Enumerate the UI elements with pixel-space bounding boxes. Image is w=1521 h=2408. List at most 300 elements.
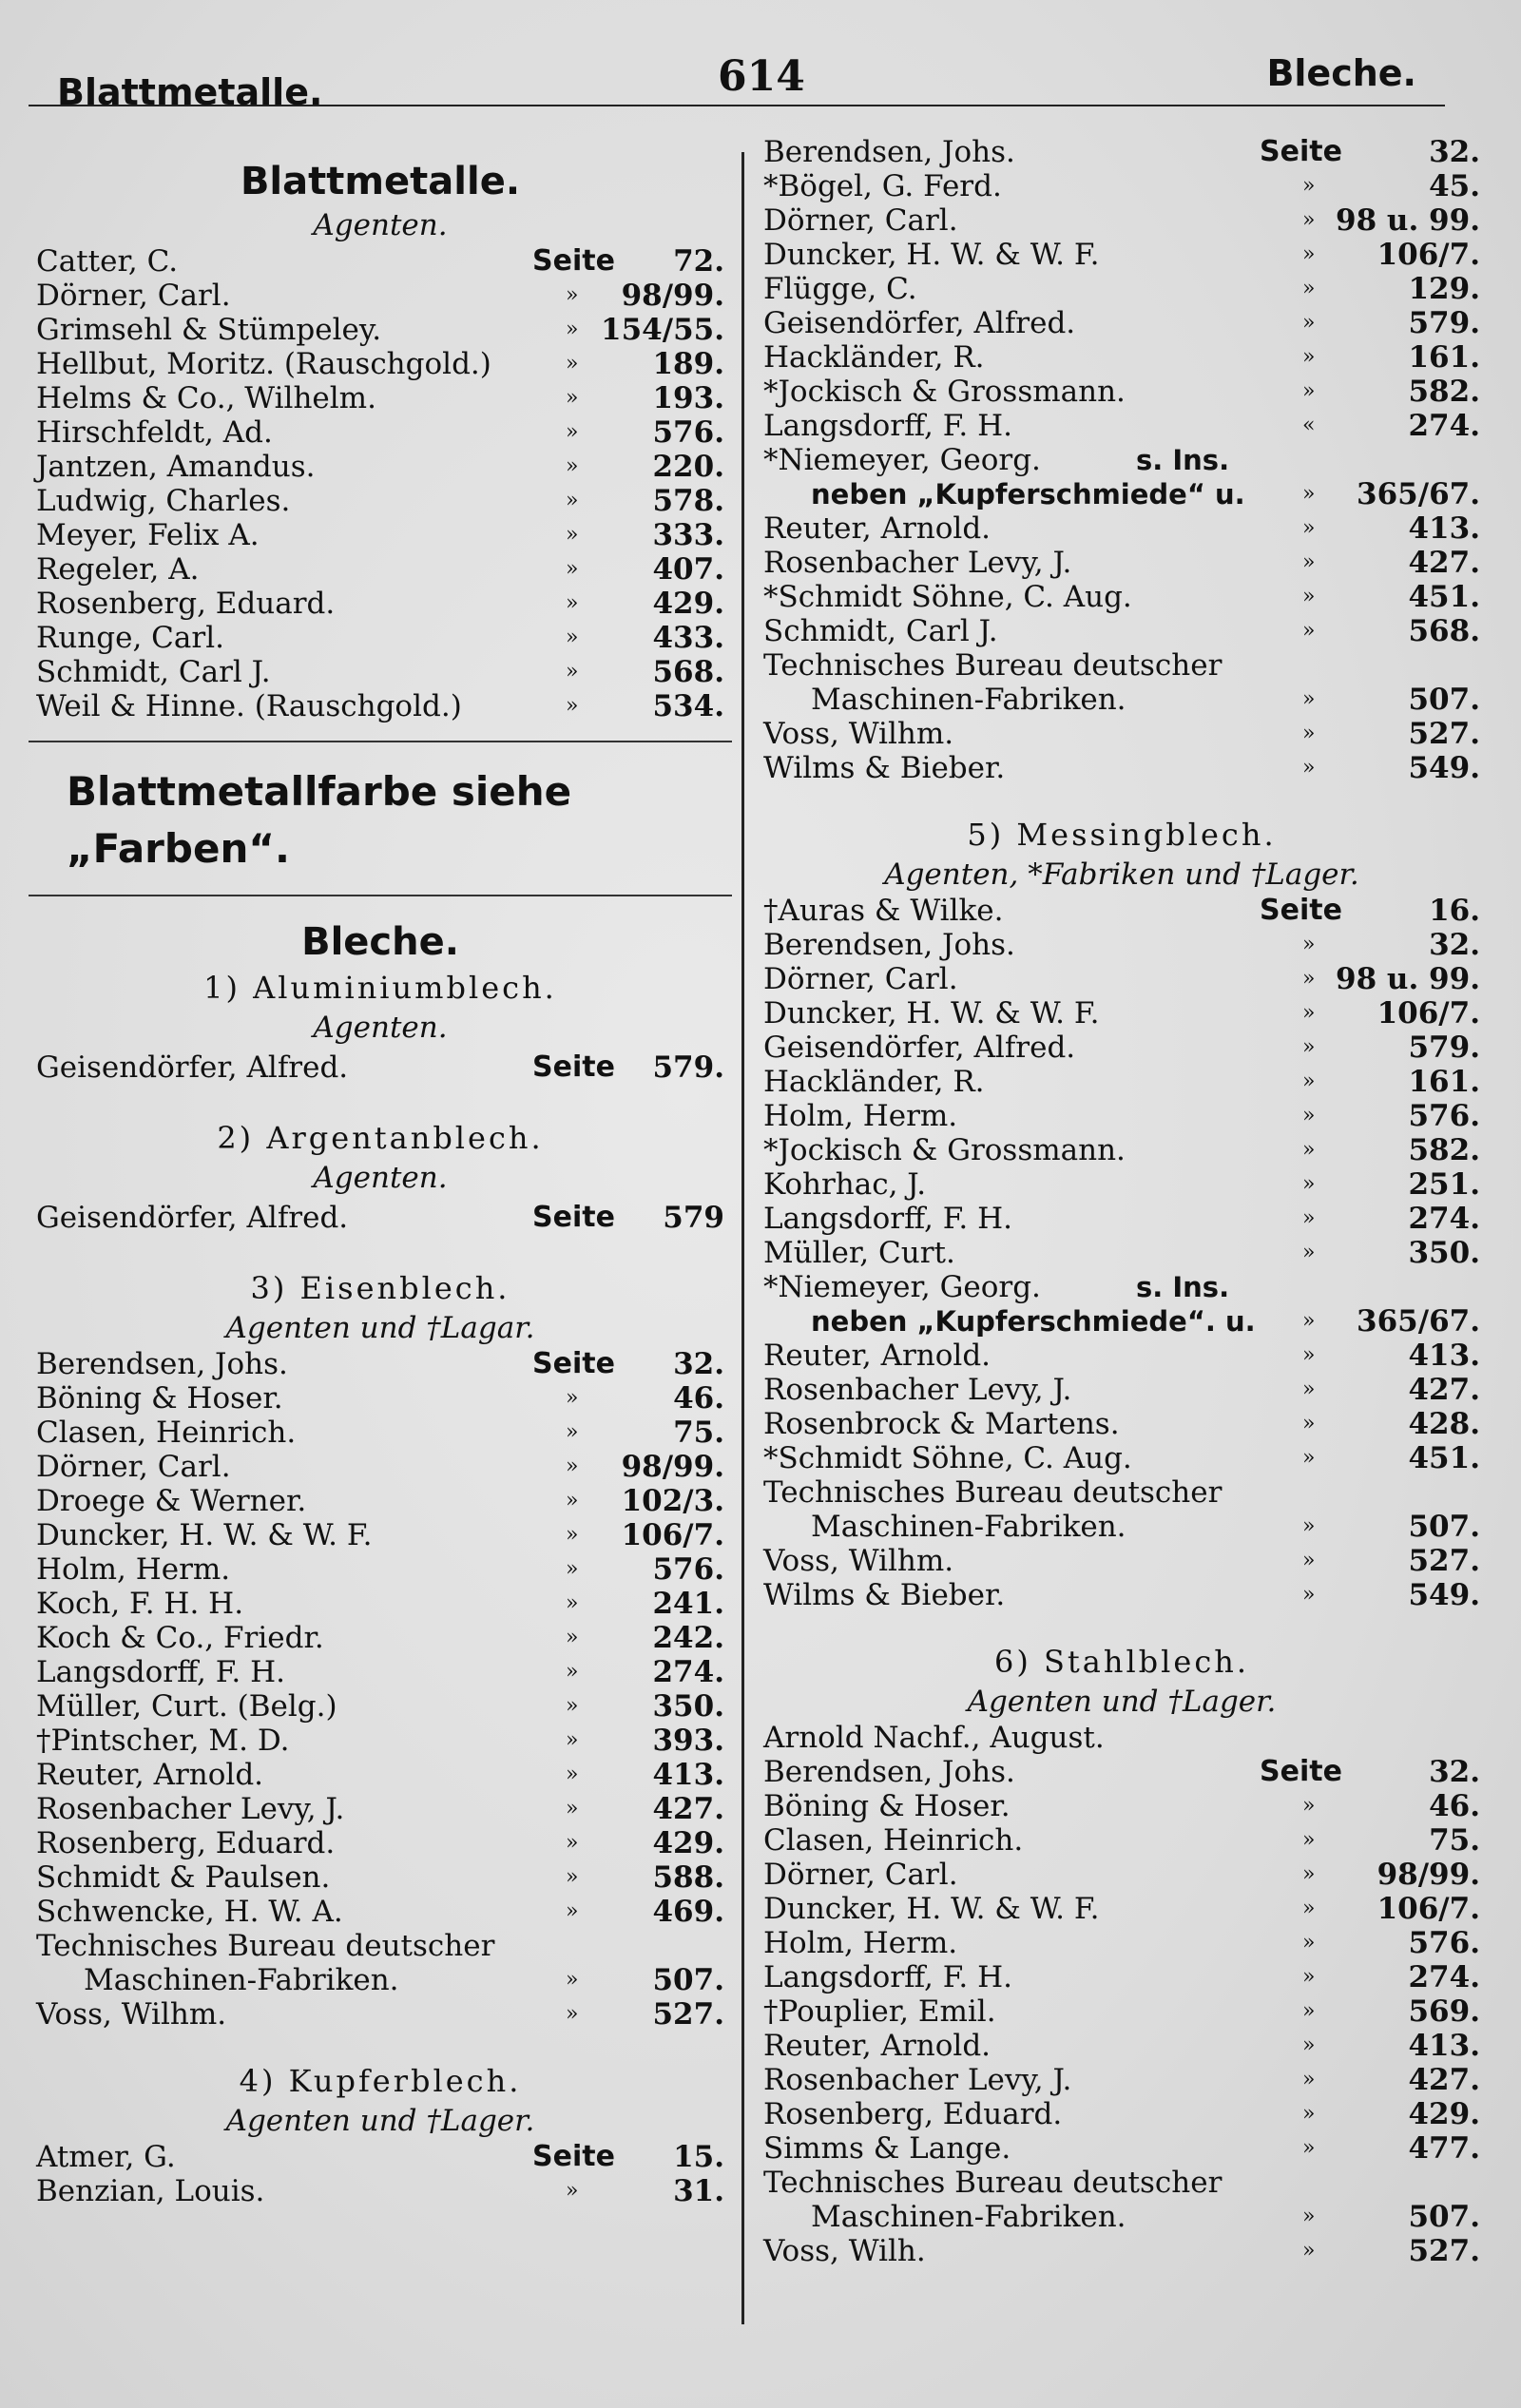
page-reference: 477. <box>1408 2131 1480 2166</box>
entry-name: Hellbut, Moritz. (Rauschgold.) <box>36 347 491 381</box>
spacer <box>756 785 1488 814</box>
ditto-mark: » <box>566 591 579 615</box>
list-item <box>756 1065 1488 1099</box>
seite-label: Seite <box>532 1347 615 1380</box>
entry-name: Berendsen, Johs. <box>763 1755 1015 1789</box>
list-item <box>756 1789 1488 1823</box>
seite-label: Seite <box>532 2140 615 2173</box>
list-item <box>756 1304 1488 1339</box>
entry-list <box>29 244 732 723</box>
page-reference: 413. <box>1408 2029 1480 2063</box>
list-item <box>756 1407 1488 1441</box>
entry-name: Maschinen-Fabriken. <box>811 2200 1126 2234</box>
ditto-mark: » <box>1302 345 1316 369</box>
list-item <box>29 347 732 381</box>
page-reference: 161. <box>1408 340 1480 375</box>
page-reference: 469. <box>652 1895 724 1929</box>
ditto-mark: » <box>1302 1931 1316 1955</box>
ditto-mark: » <box>1302 516 1316 540</box>
ditto-mark: » <box>566 660 579 684</box>
list-item <box>29 1621 732 1655</box>
ditto-mark: » <box>1302 1794 1316 1818</box>
page-reference: 393. <box>652 1724 724 1758</box>
page-reference: 98 u. 99. <box>1336 203 1480 238</box>
entry-name: neben „Kupferschmiede“ u. <box>811 478 1245 510</box>
ditto-mark: » <box>566 1865 579 1889</box>
list-item <box>756 1892 1488 1926</box>
page-reference: 507. <box>1408 683 1480 717</box>
page-reference: 451. <box>1408 580 1480 614</box>
list-item <box>29 244 732 279</box>
list-item <box>29 1450 732 1484</box>
entry-name: Geisendörfer, Alfred. <box>36 1050 349 1085</box>
page-reference: 579. <box>1408 306 1480 340</box>
list-item <box>29 1381 732 1416</box>
section-subheading: Agenten und †Lager. <box>225 2104 535 2138</box>
ditto-mark: » <box>1302 2205 1316 2228</box>
ditto-mark: » <box>1302 1138 1316 1162</box>
page-reference: 72. <box>673 244 724 279</box>
list-item <box>756 135 1488 169</box>
entry-name: Koch, F. H. H. <box>36 1587 244 1621</box>
entry-name: Technisches Bureau deutscher <box>763 2166 1223 2200</box>
list-item <box>756 2166 1488 2200</box>
entry-name: Rosenberg, Eduard. <box>36 1826 336 1860</box>
page-reference: 98/99. <box>1377 1858 1480 1892</box>
entry-name: Berendsen, Johs. <box>763 928 1015 962</box>
page-reference: 32. <box>673 1347 724 1381</box>
entry-name: †Pouplier, Emil. <box>763 1994 996 2029</box>
spacer <box>29 1239 732 1267</box>
list-item <box>756 1133 1488 1167</box>
running-header <box>29 38 1445 113</box>
section-heading-bleche: Bleche. <box>301 920 459 964</box>
list-item <box>756 1339 1488 1373</box>
ditto-mark: » <box>566 523 579 547</box>
ditto-mark: » <box>566 694 579 718</box>
page-reference: 365/67. <box>1357 477 1480 511</box>
list-item <box>29 1484 732 1518</box>
page-reference: 588. <box>652 1860 724 1895</box>
page-reference: 582. <box>1408 375 1480 409</box>
list-item <box>29 1518 732 1552</box>
page-reference: 333. <box>652 518 724 552</box>
entry-name: Duncker, H. W. & W. F. <box>36 1518 373 1552</box>
list-item <box>29 1997 732 2032</box>
entry-name: *Niemeyer, Georg. <box>763 443 1041 477</box>
page-reference: 568. <box>1408 614 1480 648</box>
page-reference: 527. <box>1408 1544 1480 1578</box>
page-reference: 106/7. <box>1377 238 1480 272</box>
page-reference: 46. <box>1429 1789 1480 1823</box>
section-subheading: Agenten. <box>313 1161 448 1195</box>
entry-name: Müller, Curt. (Belg.) <box>36 1689 337 1724</box>
ditto-mark: » <box>566 1489 579 1512</box>
list-item <box>29 1792 732 1826</box>
page-reference: 549. <box>1408 1578 1480 1612</box>
page-reference: 32. <box>1429 928 1480 962</box>
ditto-mark: » <box>566 1420 579 1444</box>
ditto-mark: » <box>1302 1001 1316 1025</box>
entry-name: Langsdorff, F. H. <box>763 409 1013 443</box>
ditto-mark: » <box>566 1386 579 1410</box>
list-item <box>756 894 1488 928</box>
section-divider <box>29 895 732 896</box>
list-item <box>756 1544 1488 1578</box>
ditto-mark: « <box>1302 414 1316 437</box>
ditto-mark: » <box>1302 1309 1316 1333</box>
section-subheading: Agenten. <box>313 208 448 242</box>
entry-list <box>756 1721 1488 2268</box>
list-item <box>756 203 1488 238</box>
entry-name: Ludwig, Charles. <box>36 484 291 518</box>
page-reference: 427. <box>1408 1373 1480 1407</box>
entry-list <box>29 1347 732 2032</box>
ditto-mark: » <box>1302 1412 1316 1435</box>
ditto-mark: » <box>1302 1069 1316 1093</box>
entry-name: Dörner, Carl. <box>763 962 958 996</box>
entry-name: Duncker, H. W. & W. F. <box>763 996 1100 1031</box>
list-item <box>756 1373 1488 1407</box>
entry-name: Simms & Lange. <box>763 2131 1011 2166</box>
ditto-mark: » <box>566 454 579 478</box>
page-reference: 75. <box>1429 1823 1480 1858</box>
ditto-mark: » <box>566 557 579 581</box>
list-item <box>756 996 1488 1031</box>
page-reference: 129. <box>1408 272 1480 306</box>
subsection-title-aluminium: 1) Aluminiumblech. <box>203 970 557 1006</box>
entry-name: Clasen, Heinrich. <box>36 1416 297 1450</box>
entry-name: Duncker, H. W. & W. F. <box>763 1892 1100 1926</box>
page-reference: 106/7. <box>1377 1892 1480 1926</box>
list-item <box>29 518 732 552</box>
ditto-mark: » <box>1302 242 1316 266</box>
page-reference: 413. <box>652 1758 724 1792</box>
entry-name: Wilms & Bieber. <box>763 751 1006 785</box>
entry-name: Flügge, C. <box>763 272 917 306</box>
ditto-mark: » <box>1302 550 1316 574</box>
ditto-mark: » <box>1302 1897 1316 1920</box>
section-subheading: Agenten, *Fabriken und †Lager. <box>884 857 1359 892</box>
ditto-mark: » <box>1302 208 1316 232</box>
list-item <box>29 1197 732 1239</box>
page-reference: 507. <box>1408 1510 1480 1544</box>
entry-name: Benzian, Louis. <box>36 2174 265 2208</box>
entry-name: †Pintscher, M. D. <box>36 1724 290 1758</box>
page-reference: 579. <box>652 1050 724 1085</box>
list-item <box>756 546 1488 580</box>
entry-name: *Jockisch & Grossmann. <box>763 1133 1126 1167</box>
list-item <box>756 511 1488 546</box>
entry-name: Voss, Wilhm. <box>763 717 954 751</box>
page-reference: 576. <box>652 415 724 450</box>
page-reference: 433. <box>652 621 724 655</box>
page-reference: 549. <box>1408 751 1480 785</box>
list-item <box>29 484 732 518</box>
ditto-mark: » <box>1302 1828 1316 1852</box>
ditto-mark: » <box>1302 1343 1316 1367</box>
page-reference: 568. <box>652 655 724 689</box>
list-item <box>756 272 1488 306</box>
page-reference: 576. <box>1408 1099 1480 1133</box>
entry-name: *Niemeyer, Georg. <box>763 1270 1041 1304</box>
column-divider <box>741 152 744 2324</box>
page-reference: 582. <box>1408 1133 1480 1167</box>
ditto-mark: » <box>566 420 579 444</box>
entry-name: Langsdorff, F. H. <box>763 1202 1013 1236</box>
entry-name: Langsdorff, F. H. <box>763 1960 1013 1994</box>
entry-name: Droege & Werner. <box>36 1484 307 1518</box>
ditto-mark: » <box>566 1694 579 1718</box>
entry-name: Voss, Wilhm. <box>763 1544 954 1578</box>
entry-name: Schmidt & Paulsen. <box>36 1860 331 1895</box>
page-reference: 428. <box>1408 1407 1480 1441</box>
list-item <box>29 381 732 415</box>
ditto-mark: » <box>566 1626 579 1649</box>
entry-name: Technisches Bureau deutscher <box>763 1475 1223 1510</box>
list-item <box>756 648 1488 683</box>
list-item <box>29 415 732 450</box>
page-reference: 534. <box>652 689 724 723</box>
section-heading-blattmetalle: Blattmetalle. <box>240 160 521 203</box>
list-item <box>29 552 732 587</box>
list-item <box>756 1270 1488 1304</box>
entry-name: Rosenberg, Eduard. <box>36 587 336 621</box>
entry-name: Atmer, G. <box>36 2140 176 2174</box>
list-item <box>29 1826 732 1860</box>
entry-name: Grimsehl & Stümpeley. <box>36 313 382 347</box>
entry-name: Duncker, H. W. & W. F. <box>763 238 1100 272</box>
list-item <box>756 375 1488 409</box>
entry-name: Regeler, A. <box>36 552 200 587</box>
list-item <box>756 683 1488 717</box>
seite-label: Seite <box>1260 894 1342 927</box>
page-reference: 507. <box>652 1963 724 1997</box>
entry-name: *Schmidt Söhne, C. Aug. <box>763 1441 1132 1475</box>
entry-name: Holm, Herm. <box>763 1926 958 1960</box>
ditto-mark: » <box>566 626 579 649</box>
list-item <box>756 1823 1488 1858</box>
list-item <box>29 1724 732 1758</box>
page-reference: 429. <box>652 1826 724 1860</box>
entry-name: †Auras & Wilke. <box>763 894 1004 928</box>
entry-name: Holm, Herm. <box>763 1099 958 1133</box>
page-reference: 32. <box>1429 1755 1480 1789</box>
page-reference: 75. <box>673 1416 724 1450</box>
header-left-title: Blattmetalle. <box>57 71 323 113</box>
seite-label: Seite <box>1260 135 1342 168</box>
ditto-mark: » <box>1302 933 1316 956</box>
subsection-title-kupfer: 4) Kupferblech. <box>239 2063 522 2099</box>
ditto-mark: » <box>1302 1377 1316 1401</box>
entry-name: Dörner, Carl. <box>763 1858 958 1892</box>
page-number: 614 <box>718 52 805 101</box>
entry-name: Voss, Wilhm. <box>36 1997 227 2032</box>
list-item <box>756 306 1488 340</box>
page-reference: 154/55. <box>601 313 724 347</box>
page-reference: 527. <box>1408 2234 1480 2268</box>
page-reference: 193. <box>652 381 724 415</box>
entry-name: Schwencke, H. W. A. <box>36 1895 343 1929</box>
ditto-mark: » <box>566 1557 579 1581</box>
ditto-mark: » <box>566 1591 579 1615</box>
ditto-mark: » <box>1302 1241 1316 1264</box>
entry-name: *Jockisch & Grossmann. <box>763 375 1126 409</box>
entry-name: Schmidt, Carl J. <box>36 655 271 689</box>
page-reference: 45. <box>1429 169 1480 203</box>
seite-label: Seite <box>532 1050 615 1084</box>
list-item <box>756 928 1488 962</box>
ditto-mark: » <box>1302 1999 1316 2023</box>
page-reference: 98 u. 99. <box>1336 962 1480 996</box>
list-item <box>756 614 1488 648</box>
list-item <box>756 1755 1488 1789</box>
ditto-mark: » <box>566 1797 579 1820</box>
entry-name: Hackländer, R. <box>763 1065 985 1099</box>
subsection-title-eisen: 3) Eisenblech. <box>250 1270 510 1306</box>
entry-list <box>756 135 1488 785</box>
entry-name: Wilms & Bieber. <box>763 1578 1006 1612</box>
section-subheading: Agenten und †Lagar. <box>225 1311 535 1345</box>
ditto-mark: » <box>1302 1172 1316 1196</box>
page-reference: 189. <box>652 347 724 381</box>
subsection-title-messing: 5) Messingblech. <box>967 817 1277 853</box>
page-reference: 32. <box>1429 135 1480 169</box>
section-subheading: Agenten. <box>313 1011 448 1045</box>
list-item <box>756 1031 1488 1065</box>
ditto-mark: » <box>1302 2239 1316 2263</box>
entry-name: Rosenbacher Levy, J. <box>763 546 1072 580</box>
list-item <box>756 1441 1488 1475</box>
section-divider <box>29 741 732 742</box>
entry-name: Reuter, Arnold. <box>763 1339 992 1373</box>
ditto-mark: » <box>1302 311 1316 335</box>
list-item <box>29 655 732 689</box>
list-item <box>29 1587 732 1621</box>
spacer <box>29 2032 732 2060</box>
entry-name: neben „Kupferschmiede“. u. <box>811 1305 1256 1338</box>
entry-name: Rosenbrock & Martens. <box>763 1407 1120 1441</box>
list-item <box>756 1858 1488 1892</box>
list-item <box>29 1758 732 1792</box>
page-reference: 274. <box>1408 409 1480 443</box>
ditto-mark: » <box>1302 1862 1316 1886</box>
list-item <box>756 1994 1488 2029</box>
page-reference: 102/3. <box>621 1484 724 1518</box>
entry-name: Maschinen-Fabriken. <box>811 1510 1126 1544</box>
ditto-mark: » <box>566 283 579 307</box>
ditto-mark: » <box>1302 1446 1316 1470</box>
list-item <box>29 2140 732 2174</box>
ditto-mark: » <box>1302 2068 1316 2091</box>
ditto-mark: » <box>566 489 579 512</box>
page-reference: 106/7. <box>621 1518 724 1552</box>
list-item <box>756 340 1488 375</box>
page-reference: 576. <box>1408 1926 1480 1960</box>
list-item <box>29 1047 732 1088</box>
entry-name: Langsdorff, F. H. <box>36 1655 286 1689</box>
entry-name: Helms & Co., Wilhelm. <box>36 381 376 415</box>
list-item <box>29 1347 732 1381</box>
entry-name: Reuter, Arnold. <box>36 1758 264 1792</box>
inserat-reference: s. Ins. <box>1136 1271 1230 1303</box>
page-reference: 274. <box>652 1655 724 1689</box>
section-heading-blattmetallfarbe: Blattmetallfarbe siehe „Farben“. <box>67 768 572 872</box>
ditto-mark: » <box>1302 585 1316 608</box>
entry-list <box>29 2140 732 2208</box>
ditto-mark: » <box>1302 1206 1316 1230</box>
list-item <box>756 1926 1488 1960</box>
list-item <box>29 1689 732 1724</box>
page-reference: 427. <box>652 1792 724 1826</box>
ditto-mark: » <box>1302 1104 1316 1127</box>
list-item <box>29 1963 732 1997</box>
left-column <box>29 157 732 2208</box>
list-item <box>29 1552 732 1587</box>
list-item <box>29 689 732 723</box>
page-reference: 98/99. <box>621 1450 724 1484</box>
ditto-mark: » <box>1302 722 1316 745</box>
list-item <box>756 2097 1488 2131</box>
page-reference: 220. <box>652 450 724 484</box>
page-reference: 451. <box>1408 1441 1480 1475</box>
list-item <box>756 1721 1488 1755</box>
entry-name: Holm, Herm. <box>36 1552 231 1587</box>
ditto-mark: » <box>1302 1514 1316 1538</box>
list-item <box>29 1655 732 1689</box>
list-item <box>29 621 732 655</box>
page-reference: 350. <box>652 1689 724 1724</box>
list-item <box>29 2174 732 2208</box>
list-item <box>756 2234 1488 2268</box>
page-reference: 427. <box>1408 2063 1480 2097</box>
ditto-mark: » <box>566 1831 579 1855</box>
page-reference: 98/99. <box>621 279 724 313</box>
page-reference: 365/67. <box>1357 1304 1480 1339</box>
page-reference: 527. <box>1408 717 1480 751</box>
list-item <box>29 279 732 313</box>
spacer <box>29 1088 732 1117</box>
spacer <box>756 1612 1488 1641</box>
ditto-mark: » <box>1302 967 1316 991</box>
list-item <box>29 1895 732 1929</box>
list-item <box>756 443 1488 477</box>
list-item <box>756 2131 1488 2166</box>
entry-name: Rosenbacher Levy, J. <box>36 1792 345 1826</box>
entry-name: Kohrhac, J. <box>763 1167 927 1202</box>
entry-list <box>756 894 1488 1612</box>
list-item <box>756 2200 1488 2234</box>
ditto-mark: » <box>566 1728 579 1752</box>
list-item <box>29 313 732 347</box>
entry-list <box>29 1197 732 1239</box>
ditto-mark: » <box>1302 1549 1316 1572</box>
entry-name: Clasen, Heinrich. <box>763 1823 1024 1858</box>
page-reference: 46. <box>673 1381 724 1416</box>
page-reference: 429. <box>1408 2097 1480 2131</box>
list-item <box>756 2063 1488 2097</box>
ditto-mark: » <box>1302 277 1316 300</box>
ditto-mark: » <box>566 1763 579 1786</box>
list-item <box>756 580 1488 614</box>
page-reference: 15. <box>673 2140 724 2174</box>
page-reference: 427. <box>1408 546 1480 580</box>
list-item <box>756 1167 1488 1202</box>
ditto-mark: » <box>1302 2102 1316 2126</box>
entry-name: Runge, Carl. <box>36 621 224 655</box>
entry-name: Reuter, Arnold. <box>763 511 992 546</box>
list-item <box>29 1416 732 1450</box>
